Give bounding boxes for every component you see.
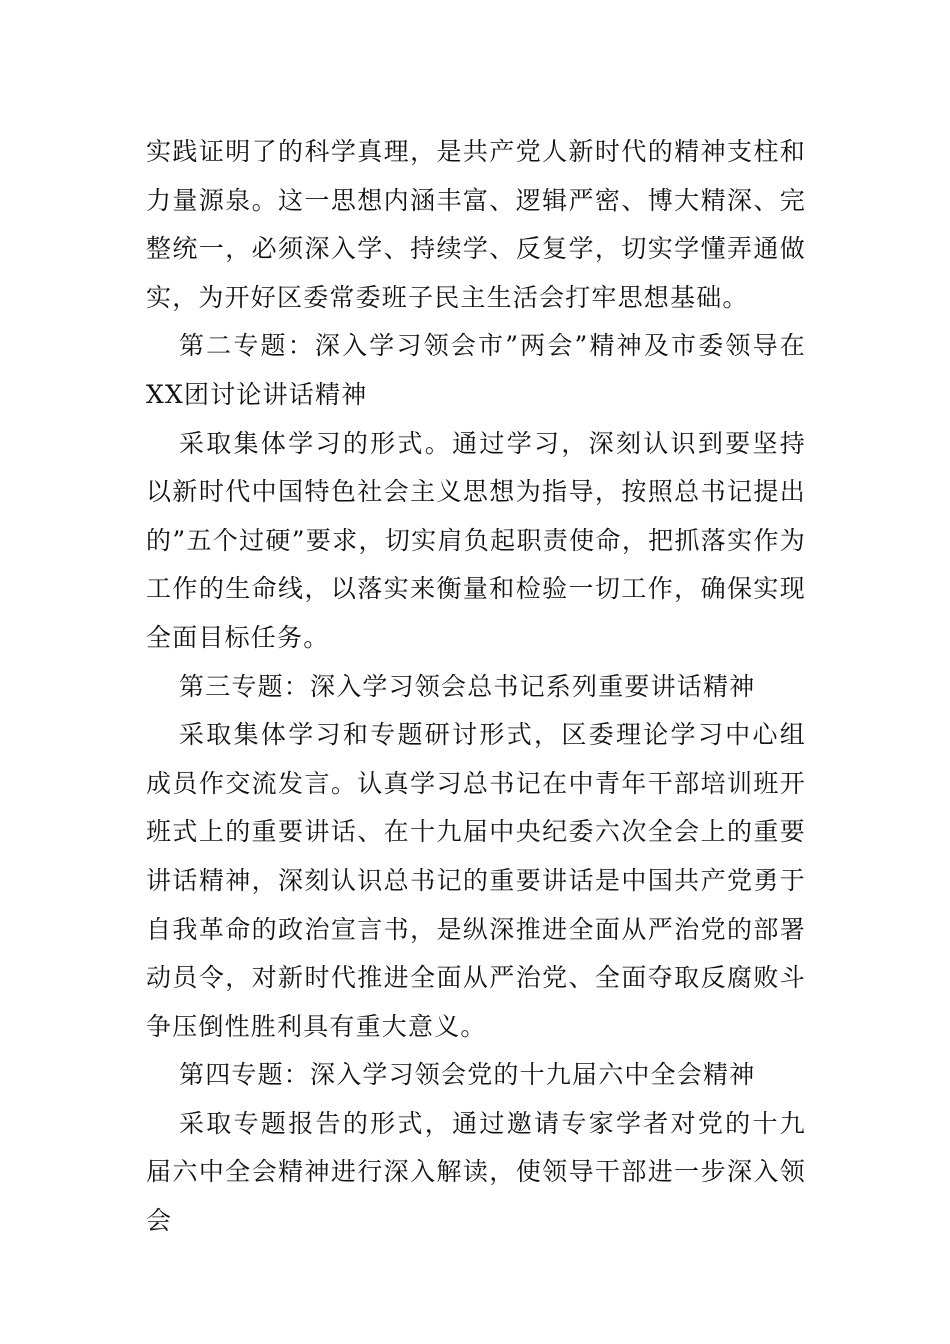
section-heading-4: 第四专题：深入学习领会党的十九届六中全会精神 — [179, 1060, 756, 1090]
section-heading-3: 第三专题：深入学习领会总书记系列重要讲话精神 — [179, 671, 756, 701]
section-heading-2: 第二专题：深入学习领会市”两会”精神及市委领导在XX团讨论讲话精神 — [146, 331, 806, 409]
paragraph-section-2: 采取集体学习的形式。通过学习，深刻认识到要坚持以新时代中国特色社会主义思想为指导，按照总书记提出的”五个过硬”要求，切实肩负起职责使命，把抓落实作为工作的生命线，以落实来衡量和检验一切工作，确保实现全面目标任务。 — [146, 428, 806, 652]
paragraph-continuation: 实践证明了的科学真理，是共产党人新时代的精神支柱和力量源泉。这一思想内涵丰富、逻辑严密、博大精深、完整统一，必须深入学、持续学、反复学，切实学懂弄通做实，为开好区委常委班子民主生活会打牢思想基础。 — [146, 137, 806, 312]
document-body — [146, 128, 806, 1246]
paragraph-section-3: 采取集体学习和专题研讨形式，区委理论学习中心组成员作交流发言。认真学习总书记在中青年干部培训班开班式上的重要讲话、在十九届中央纪委六次全会上的重要讲话精神，深刻认识总书记的重要讲话是中国共产党勇于自我革命的政治宣言书，是纵深推进全面从严治党的部署动员令，对新时代推进全面从严治党、全面夺取反腐败斗争压倒性胜利具有重大意义。 — [146, 720, 806, 1041]
paragraph-section-4: 采取专题报告的形式，通过邀请专家学者对党的十九届六中全会精神进行深入解读，使领导干部进一步深入领会 — [146, 1108, 806, 1236]
